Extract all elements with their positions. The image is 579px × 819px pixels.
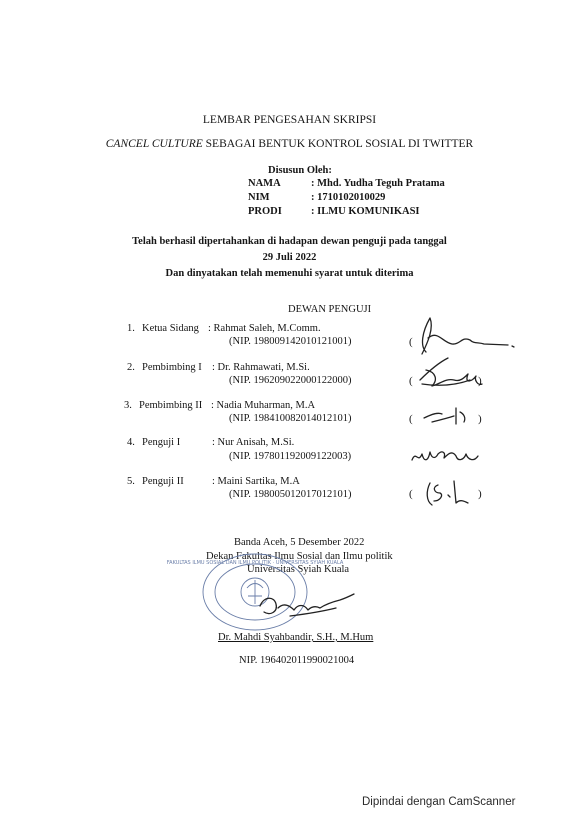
committee-heading: DEWAN PENGUJI: [288, 304, 372, 315]
sig-5-close-paren: ): [478, 488, 482, 500]
defense-date: 29 Juli 2022: [262, 252, 317, 263]
member-5-number: 5.: [127, 476, 135, 487]
signature-2: [410, 350, 490, 395]
member-3-number: 3.: [124, 400, 132, 411]
dean-signature: [250, 588, 360, 624]
member-5-nip: (NIP. 198005012017012101): [229, 489, 352, 500]
sig-3-open-paren: (: [409, 413, 413, 425]
author-prodi-value: : ILMU KOMUNIKASI: [311, 206, 420, 217]
member-5-name: : Maini Sartika, M.A: [212, 476, 300, 487]
member-4-name: : Nur Anisah, M.Si.: [212, 437, 295, 448]
sig-2-close-paren: ): [478, 375, 482, 387]
signature-4: [408, 440, 488, 470]
thesis-title-rest: SEBAGAI BENTUK KONTROL SOSIAL DI TWITTER: [205, 138, 474, 150]
sig-2-open-paren: (: [409, 375, 413, 387]
signature-3: [420, 400, 475, 430]
author-label: Disusun Oleh:: [268, 165, 332, 176]
member-4-role: Penguji I: [142, 437, 181, 448]
author-name-value: : Mhd. Yudha Teguh Pratama: [311, 178, 445, 189]
statement-line-1: Telah berhasil dipertahankan di hadapan dewan penguji pada tanggal: [132, 236, 447, 247]
member-1-number: 1.: [127, 323, 135, 334]
signature-5: [420, 475, 480, 510]
author-name-label: NAMA: [248, 178, 281, 189]
scanner-watermark: Dipindai dengan CamScanner: [362, 796, 516, 808]
sig-5-open-paren: (: [409, 488, 413, 500]
member-4-nip: (NIP. 197801192009122003): [229, 451, 352, 462]
place-date: Banda Aceh, 5 Desember 2022: [234, 537, 365, 548]
author-nim-value: : 1710102010029: [311, 192, 386, 203]
thesis-title: [0, 138, 579, 150]
member-3-name: : Nadia Muharman, M.A: [211, 400, 316, 411]
member-1-role: Ketua Sidang: [142, 323, 199, 334]
member-1-nip: (NIP. 198009142010121001): [229, 336, 352, 347]
dean-name: Dr. Mahdi Syahbandir, S.H., M.Hum: [218, 632, 374, 643]
thesis-title-italic: CANCEL CULTURE: [105, 138, 203, 150]
member-4-number: 4.: [127, 437, 135, 448]
member-3-nip: (NIP. 198410082014012101): [229, 413, 352, 424]
document-title: LEMBAR PENGESAHAN SKRIPSI: [202, 114, 377, 126]
dean-position: Dekan Fakultas Ilmu Sosial dan Ilmu politik: [206, 551, 393, 562]
sig-1-open-paren: (: [409, 336, 413, 348]
author-prodi-label: PRODI: [248, 206, 282, 217]
member-2-number: 2.: [127, 362, 135, 373]
sig-3-close-paren: ): [478, 413, 482, 425]
member-5-role: Penguji II: [142, 476, 184, 487]
member-2-role: Pembimbing I: [142, 362, 202, 373]
dean-nip: NIP. 196402011990021004: [239, 655, 355, 666]
university-name: Universitas Syiah Kuala: [247, 564, 350, 575]
member-2-name: : Dr. Rahmawati, M.Si.: [212, 362, 310, 373]
member-3-role: Pembimbing II: [139, 400, 203, 411]
seal-text: FAKULTAS ILMU SOSIAL DAN ILMU POLITIK · UNIVERSITAS SYIAH KUALA: [166, 560, 344, 566]
member-2-nip: (NIP. 196209022000122000): [229, 375, 352, 386]
author-nim-label: NIM: [248, 192, 270, 203]
member-1-name: : Rahmat Saleh, M.Comm.: [208, 323, 321, 334]
statement-line-3: Dan dinyatakan telah memenuhi syarat untuk diterima: [165, 268, 414, 279]
